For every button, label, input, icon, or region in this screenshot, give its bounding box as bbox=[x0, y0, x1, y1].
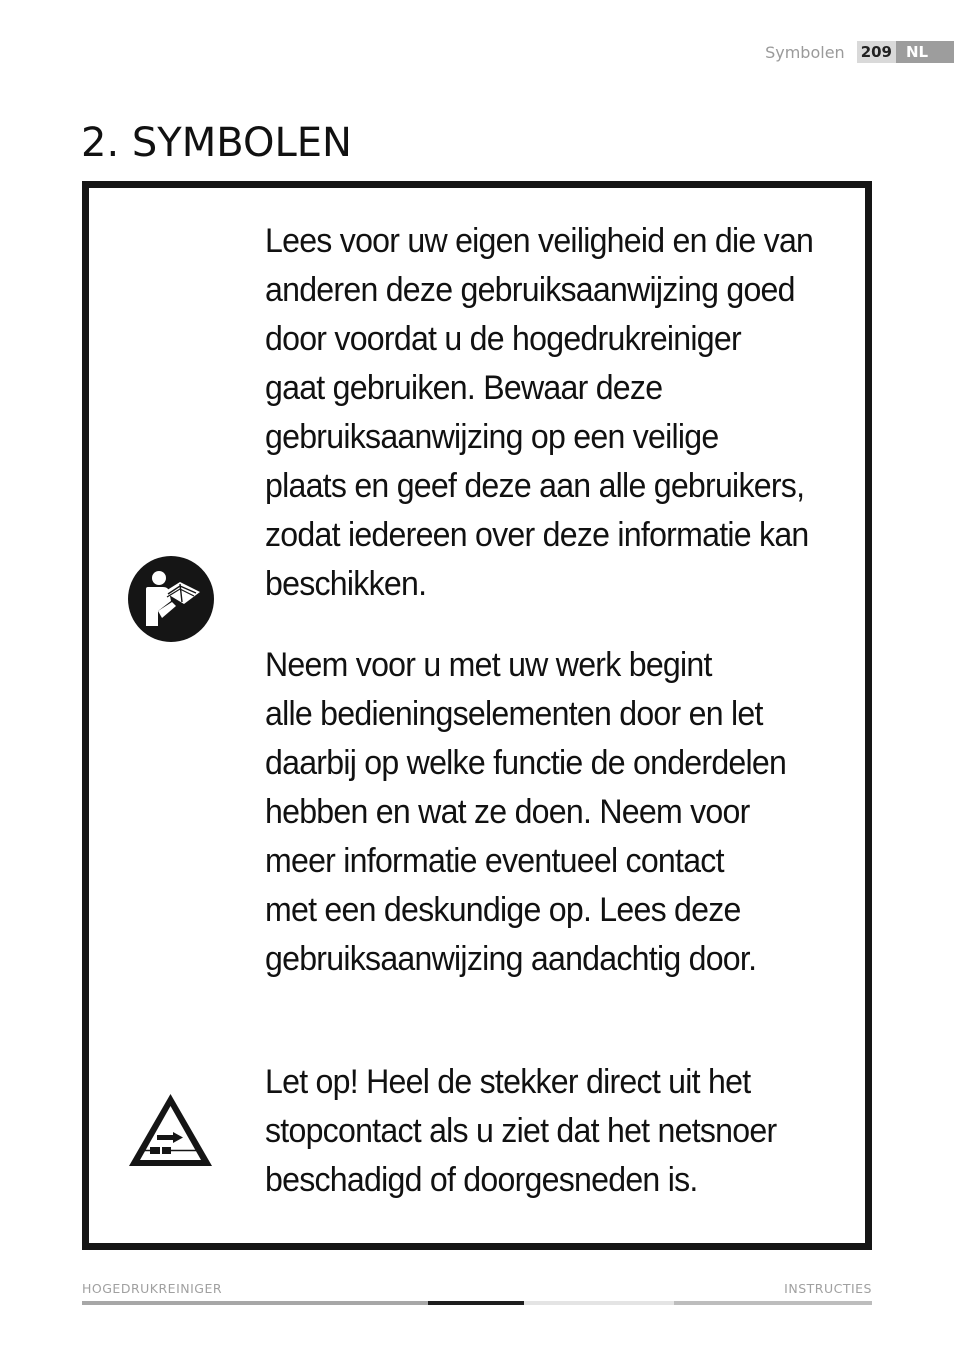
text-line: anderen deze gebruiksaanwijzing goed bbox=[265, 271, 795, 309]
text-line: hebben en wat ze doen. Neem voor bbox=[265, 793, 750, 831]
language-badge: NL bbox=[896, 41, 954, 63]
text-line: gebruiksaanwijzing op een veilige bbox=[265, 418, 719, 456]
text-line: beschikken. bbox=[265, 565, 427, 603]
footer-bar-segment bbox=[674, 1301, 872, 1305]
unplug-warning-text bbox=[265, 1058, 860, 1205]
header-section: Symbolen bbox=[765, 42, 845, 62]
text-line: door voordat u de hogedrukreiniger bbox=[265, 320, 741, 358]
text-line: gebruiksaanwijzing aandachtig door. bbox=[265, 940, 757, 978]
footer-bar-segment bbox=[82, 1301, 428, 1305]
text-line: beschadigd of doorgesneden is. bbox=[265, 1161, 698, 1199]
text-line: stopcontact als u ziet dat het netsnoer bbox=[265, 1112, 777, 1150]
footer-section: INSTRUCTIES bbox=[784, 1281, 872, 1296]
footer-product: HOGEDRUKREINIGER bbox=[82, 1281, 223, 1296]
unplug-warning-icon bbox=[127, 1092, 214, 1169]
manual-instruction-text bbox=[265, 217, 860, 609]
text-line: plaats en geef deze aan alle gebruikers, bbox=[265, 467, 805, 505]
text-line: Neem voor u met uw werk begint bbox=[265, 646, 712, 684]
footer-bar-segment bbox=[428, 1301, 524, 1305]
text-line: gaat gebruiken. Bewaar deze bbox=[265, 369, 663, 407]
read-manual-icon bbox=[128, 556, 214, 642]
text-line: Let op! Heel de stekker direct uit het bbox=[265, 1063, 751, 1101]
text-line: zodat iedereen over deze informatie kan bbox=[265, 516, 809, 554]
footer-bar-segment bbox=[524, 1301, 674, 1305]
page-header bbox=[765, 41, 954, 63]
text-line: Lees voor uw eigen veiligheid en die van bbox=[265, 222, 814, 260]
text-line: met een deskundige op. Lees deze bbox=[265, 891, 741, 929]
page-title: 2. SYMBOLEN bbox=[81, 120, 352, 166]
text-line: alle bedieningselementen door en let bbox=[265, 695, 763, 733]
page-number: 209 bbox=[857, 41, 896, 63]
text-line: daarbij op welke functie de onderdelen bbox=[265, 744, 787, 782]
text-line: meer informatie eventueel contact bbox=[265, 842, 724, 880]
controls-instruction-text bbox=[265, 641, 860, 984]
